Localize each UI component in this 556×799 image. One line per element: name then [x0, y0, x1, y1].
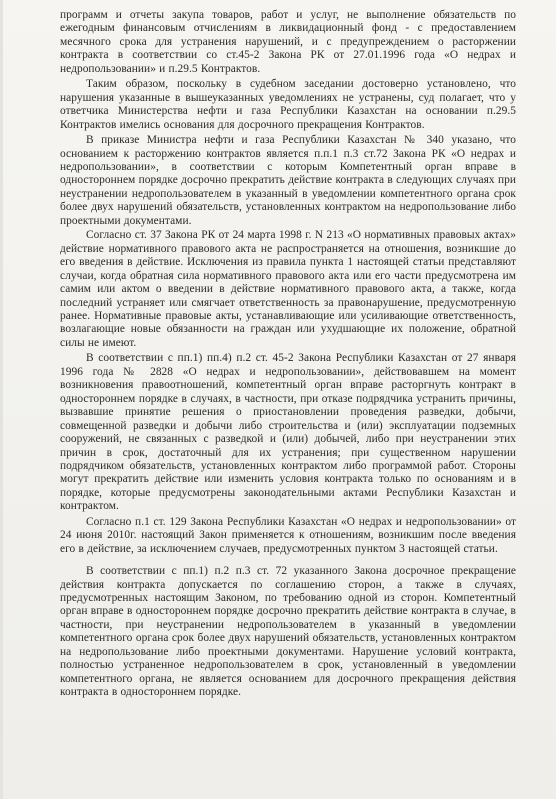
paragraph-ministry-order: В приказе Министра нефти и газа Республики Казахстан № 340 указано, что основанием к расторжению контрактов является п.п.1 п.3 ст.72 Закона РК «О недрах и недропользовании», в соответствии с которым Компетентный орган вправе в одностороннем порядке досрочно прекратить действие контракта в следующих случаях при неустранении недропользователем в указанный в уведомлении компетентного органа срок более двух нарушений обязательств, установленных контрактом на недропользование либо проектными документами.: [60, 134, 516, 227]
stamp-mark: [390, 497, 430, 515]
paragraph-article-129: Согласно п.1 ст. 129 Закона Республики Казахстан «О недрах и недропользовании» от 24 июня 2010г. настоящий Закон применяется к отношениям, возникшим после введения его в действие, за исключением случаев, предусмотренных пунктом 3 настоящей статьи.: [60, 515, 516, 555]
paragraph-article-37: Согласно ст. 37 Закона РК от 24 марта 1998 г. N 213 «О нормативных правовых актах» действие нормативного правового акта не распространяется на отношения, возникшие до его введения в действие. Исключения из правила пункта 1 настоящей статьи представляют случаи, когда обратная сила нормативного правового акта или его части предусмотрена им самим или актом о введении в действие нормативного правового акта, а также, когда последний устраняет или смягчает ответственность за правонарушение, предусмотренную ранее. Нормативные правовые акты, устанавливающие или усиливающие ответственность, возлагающие новые обязанности на граждан или ухудшающие их положение, обратной силы не имеют.: [60, 229, 516, 349]
paragraph-article-72: В соответствии с пп.1) п.2 п.3 ст. 72 указанного Закона досрочное прекращение действия контракта допускается по соглашению сторон, а также в случаях, предусмотренных настоящим Законом, по требованию одной из сторон. Компетентный орган вправе в одностороннем порядке досрочно прекратить действие контракта в случае, в частности, при неустранении недропользователем в указанный в уведомлении компетентного органа срок более двух нарушений обязательств, установленных контрактом на недропользование либо проектными документами. Нарушение условий контракта, полностью устраненное недропользователем в срок, установленный в уведомлении компетентного органа, не является основанием для досрочного прекращения действия контракта в одностороннем порядке.: [60, 565, 516, 699]
scan-edge: [0, 0, 3, 799]
paragraph-continuation: программ и отчеты закупа товаров, работ и услуг, не выполнение обязательств по ежегодным финансовым отчислениям в ликвидационный фонд - с предоставлением месячного срока для устранения нарушений, и с предупреждением о расторжении контракта в соответствии со ст.45-2 Закона РК от 27.01.1996 года «О недрах и недропользовании» и п.29.5 Контрактов.: [60, 9, 516, 75]
paragraph-article-45-2: В соответствии с пп.1) пп.4) п.2 ст. 45-2 Закона Республики Казахстан от 27 января 1996 года № 2828 «О недрах и недропользовании», действовавшем на момент возникновения правоотношений, компетентный орган вправе расторгнуть контракт в одностороннем порядке в случаях, в частности, при отказе подрядчика устранить причины, вызвавшие принятие решения о приостановлении проведения разведки, добычи, совмещенной разведки и добычи либо строительства и (или) эксплуатации подземных сооружений, не связанных с разведкой и (или) добычей, либо при неустранении этих причин в срок, достаточный для их устранения; при существенном нарушении подрядчиком обязательств, установленных контрактом либо программой работ. Стороны могут прекратить действие или изменить условия контракта только по основаниям и в порядке, которые предусмотрены законодательными актами Республики Казахстан и контрактом.: [60, 352, 516, 513]
paragraph-conclusion: Таким образом, поскольку в судебном заседании достоверно установлено, что нарушения указанные в вышеуказанных уведомлениях не устранены, суд полагает, что у ответчика Министерства нефти и газа Республики Казахстан на основании п.29.5 Контрактов имелись основания для досрочного прекращения Контрактов.: [60, 78, 516, 131]
